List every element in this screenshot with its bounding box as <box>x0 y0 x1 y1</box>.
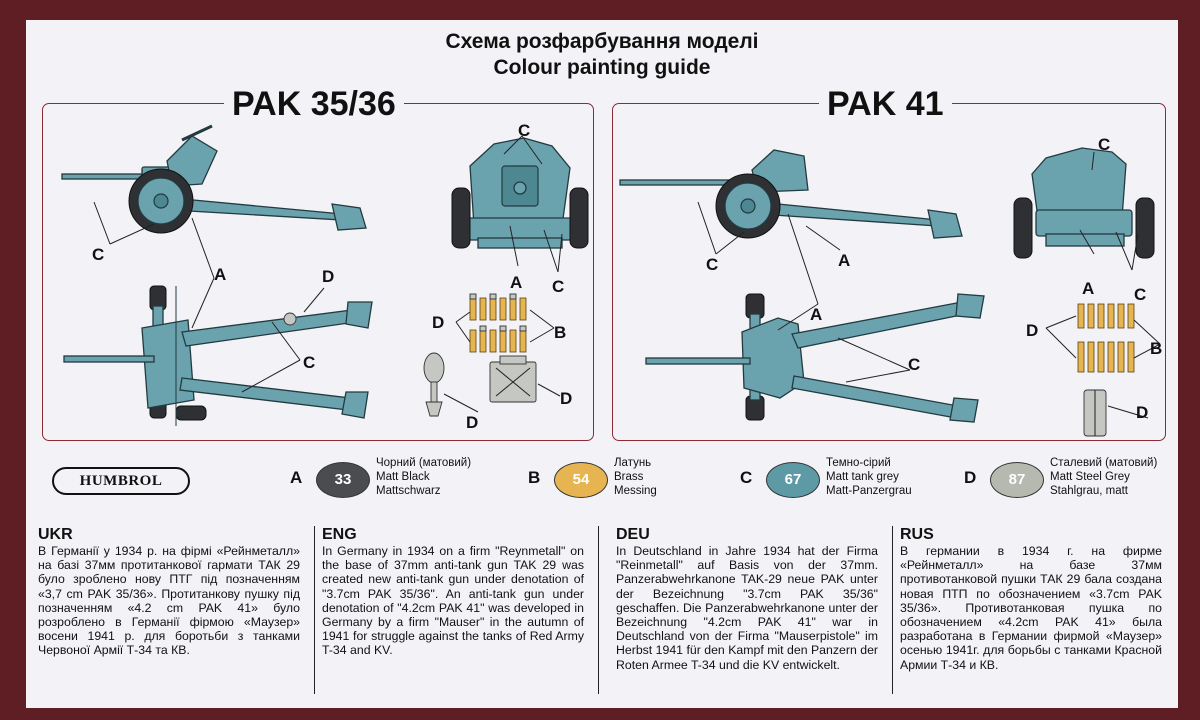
pak-41-front-view <box>1014 148 1154 258</box>
history-text-section <box>26 520 1178 708</box>
legend-letter: B <box>528 468 541 487</box>
language-heading: RUS <box>900 526 934 543</box>
callout-d: D <box>432 313 445 332</box>
humbrol-logo: HUMBROL <box>52 467 190 495</box>
callout-a: A <box>510 273 523 292</box>
pak-41-side-view <box>620 150 962 238</box>
legend-text <box>376 456 471 498</box>
paint-pot-67: 67 <box>766 462 820 498</box>
callout-c: C <box>518 121 531 140</box>
pak-41-title: PAK 41 <box>819 86 952 122</box>
language-body: In Deutschland in Jahre 1934 hat der Firma "Reinmetall" auf Basis von der 37mm. Panzerabwehrkanone TAK-29 neue PAK unter der Bezeichnung "3.7cm PAK 35/36" geschaffen. Die Panzerabwehrkanone unter der Bezeichnung "4.2cm PAK 41" war in Deutschland von der Firma "Mauserpistole" im Herbst 1941 für den Kampf mit den Panzern der Roten Armee T-34 und die KV entwickelt. <box>616 544 878 672</box>
legend-line-ukr: Чорний (матовий) <box>376 457 472 469</box>
title-english: Colour painting guide <box>493 56 711 79</box>
callout-d: D <box>322 267 335 286</box>
pak-35-36-title: PAK 35/36 <box>224 86 404 122</box>
callout-d: D <box>466 413 479 432</box>
legend-text <box>614 456 657 498</box>
text-column-rus <box>900 520 1166 708</box>
callout-a: A <box>1082 279 1095 298</box>
legend-letter: A <box>290 468 303 487</box>
legend-line-deu: Matt-Panzergrau <box>826 485 912 497</box>
callout-c: C <box>303 353 316 372</box>
callout-a: A <box>810 305 823 324</box>
callout-a: A <box>214 265 227 284</box>
paint-pot-87: 87 <box>990 462 1044 498</box>
language-body: In Germany in 1934 on a firm "Reynmetall" on the base of 37mm anti-tank gun TAK 29 was created new anti-tank gun under denotation of "3.7cm PAK 35/36". An anti-tank gun under denotation of "4.2cm PAK 41" was developed in Germany by a firm "Mauser" in the autumn of 1941 for struggle against the tanks of Red Army T-34 and KV. <box>322 544 584 658</box>
paint-pot-54: 54 <box>554 462 608 498</box>
column-divider <box>598 526 599 694</box>
callout-c: C <box>1098 135 1111 154</box>
legend-line-eng: Matt Steel Grey <box>1050 471 1130 483</box>
callout-c: C <box>706 255 719 274</box>
text-column-ukr <box>38 520 304 708</box>
language-heading: DEU <box>616 526 650 543</box>
pak-35-36-stiel-grenade <box>424 353 444 416</box>
language-body: В германии в 1934 г. на фирме «Рейнметалл» на базе 37мм противотанковой пушки ТАК 29 бала создана новая ПТП по обозначением «3.7cm PAK 35/36». Противотанковая пушка по обозначением «4.2cm PAK 41» была разработана в Германии фирмой «Маузер» осенью 1941г. для борьбы с танками Красной Армии Т-34 и КВ. <box>900 544 1162 672</box>
callout-c: C <box>92 245 105 264</box>
pak-35-36-front-view <box>452 138 588 248</box>
pak-35-36-top-view <box>64 286 372 426</box>
callout-d: D <box>1026 321 1039 340</box>
legend-line-deu: Messing <box>614 485 657 497</box>
column-divider <box>892 526 893 694</box>
language-heading: ENG <box>322 526 357 543</box>
legend-line-deu: Stahlgrau, matt <box>1050 485 1128 497</box>
paint-pot-33: 33 <box>316 462 370 498</box>
legend-line-deu: Mattschwarz <box>376 485 441 497</box>
legend-line-eng: Brass <box>614 471 644 483</box>
text-column-deu <box>616 520 882 708</box>
legend-line-eng: Matt tank grey <box>826 471 899 483</box>
pak-41-drawings <box>612 106 1166 440</box>
pak-35-36-shells <box>470 294 526 352</box>
paint-legend <box>26 448 1178 520</box>
legend-text <box>826 456 912 498</box>
painting-guide-sheet <box>26 20 1178 708</box>
pak-35-36-drawings <box>42 106 594 440</box>
callout-b: B <box>554 323 567 342</box>
language-body: В Германії у 1934 р. на фірмі «Рейнметалл» на базі 37мм протитанкової гармати ТАК 29 було зроблено нову ПТГ під позначенням «3,7 cm PAK 35/36». Протитанкову пушку під позначенням «4.2 cm PAK 41» було розроблено в Германії фірмою «Маузер» восени 1941 р. для боротьби з танками Червоної Армії Т-34 та КВ. <box>38 544 300 658</box>
title-ukrainian: Схема розфарбування моделі <box>445 30 759 53</box>
callout-d: D <box>560 389 573 408</box>
column-divider <box>314 526 315 694</box>
legend-text <box>1050 456 1157 498</box>
legend-line-eng: Matt Black <box>376 471 430 483</box>
legend-line-ukr: Латунь <box>614 457 652 469</box>
legend-line-ukr: Темно-сірий <box>826 457 891 469</box>
callout-d: D <box>1136 403 1149 422</box>
callout-c: C <box>908 355 921 374</box>
pak-41-shells <box>1078 304 1134 436</box>
callout-a: A <box>838 251 851 270</box>
pak-35-36-ammo-box <box>490 356 536 402</box>
callout-c: C <box>552 277 565 296</box>
text-column-eng <box>322 520 588 708</box>
legend-letter: C <box>740 468 753 487</box>
pak-35-36-side-view <box>62 126 366 233</box>
callout-c: C <box>1134 285 1147 304</box>
callout-b: B <box>1150 339 1163 358</box>
legend-line-ukr: Сталевий (матовий) <box>1050 457 1158 469</box>
language-heading: UKR <box>38 526 73 543</box>
legend-letter: D <box>964 468 977 487</box>
